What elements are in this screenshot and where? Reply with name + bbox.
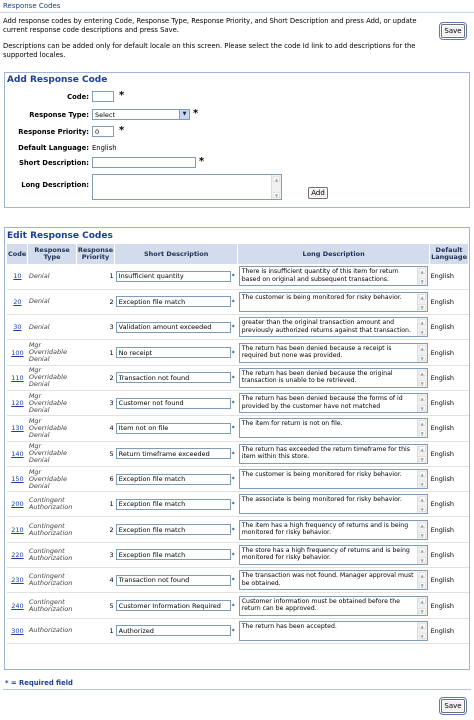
long-description-scrollbar[interactable] [417,571,427,589]
scroll-down-icon[interactable]: ▼ [420,583,424,589]
code-link[interactable]: 130 [11,424,24,433]
short-description-required-mark: * [231,501,235,509]
scroll-down-icon[interactable]: ▼ [420,456,424,462]
response-priority-cell: 6 [76,466,114,491]
default-language-cell: English [430,315,469,340]
scroll-down-icon[interactable]: ▼ [420,330,424,336]
short-description-input[interactable] [116,549,231,560]
response-codes-table [7,244,469,644]
short-description-required-mark: * [231,324,235,332]
response-priority-required-mark: * [119,125,125,136]
code-cell [7,289,28,314]
long-description-input[interactable] [239,317,428,337]
column-header-default-language: Default Language [430,244,469,264]
footer-divider [3,689,471,690]
short-description-cell [115,365,238,390]
table-row [7,390,469,415]
default-language-label: Default Language: [18,144,89,152]
response-priority-cell: 2 [76,517,114,542]
scroll-up-icon[interactable]: ▲ [420,497,424,503]
long-description-cell [238,542,430,567]
short-description-cell [115,416,238,441]
default-language-cell: English [430,466,469,491]
long-description-input[interactable] [239,343,428,363]
long-description-scrollbar[interactable] [417,293,427,311]
default-language-cell: English [430,492,469,517]
response-type-selected: Select [95,111,116,119]
column-header-long-description: Long Description [238,244,430,264]
short-description-cell [115,542,238,567]
long-description-scrollbar[interactable] [417,546,427,564]
column-header-response-type: Response Type [28,244,77,264]
default-language-cell: English [430,618,469,643]
code-link[interactable]: 10 [13,272,22,281]
long-description-cell [238,289,430,314]
table-row [7,315,469,340]
instructions-line-1: Add response codes by entering Code, Response Type, Response Priority, and Short Description and press Add, or update current response code descriptions and press Save. [3,17,417,34]
response-priority-cell: 3 [76,542,114,567]
default-language-cell: English [430,390,469,415]
long-description-scrollbar[interactable] [417,344,427,362]
code-label: Code: [67,93,89,101]
long-description-text: greater than the original transaction amount and previously authorized returns against that transaction. [241,319,411,334]
scroll-up-icon[interactable]: ▲ [420,547,424,553]
scroll-up-icon[interactable]: ▲ [420,345,424,351]
window-title: Response Codes [0,0,474,13]
table-row [7,517,469,542]
long-description-text: The return has been denied because the forms of id provided by the customer have not matched [241,395,403,410]
short-description-input[interactable] [116,474,231,485]
scroll-down-icon[interactable]: ▼ [420,532,424,538]
short-description-required-mark: * [199,156,205,167]
short-description-input[interactable] [116,625,231,636]
long-description-label: Long Description: [21,181,89,189]
column-header-code: Code [7,244,28,264]
long-description-input[interactable] [239,393,428,413]
default-language-row [5,144,305,156]
long-description-input[interactable] [239,570,428,590]
long-description-input[interactable] [92,174,282,200]
long-description-text: Customer information must be obtained before the return can be approved. [241,597,400,612]
short-description-cell [115,492,238,517]
response-priority-cell: 5 [76,441,114,466]
short-description-cell [115,568,238,593]
response-type-cell: Contingent Authorization [28,542,77,567]
short-description-cell [115,264,238,289]
scroll-up-icon[interactable]: ▲ [420,269,424,275]
short-description-cell [115,618,238,643]
response-type-cell: Contingent Authorization [28,568,77,593]
short-description-input[interactable] [116,499,231,510]
long-description-input[interactable] [239,418,428,438]
scroll-down-icon[interactable]: ▼ [420,633,424,639]
code-cell [7,416,28,441]
scroll-down-icon[interactable]: ▼ [274,193,279,198]
long-description-input[interactable] [239,469,428,489]
response-type-cell: Mgr Overridable Denial [28,441,77,466]
scroll-up-icon[interactable]: ▲ [420,573,424,579]
response-priority-cell: 3 [76,390,114,415]
scroll-down-icon[interactable]: ▼ [420,380,424,386]
instructions [3,17,423,67]
required-field-note: * = Required field [5,679,73,687]
response-type-cell: Mgr Overridable Denial [28,390,77,415]
long-description-cell [238,618,430,643]
scroll-down-icon[interactable]: ▼ [420,406,424,412]
scroll-up-icon[interactable]: ▲ [420,472,424,478]
response-priority-row [5,125,305,140]
code-cell [7,340,28,365]
long-description-text: The transaction was not found. Manager approval must be obtained. [241,572,414,587]
code-link[interactable]: 30 [13,323,22,332]
short-description-input[interactable] [116,271,231,282]
code-cell [7,517,28,542]
save-button-top[interactable]: Save [441,24,465,38]
instructions-line-2: Descriptions can be added only for default locale on this screen. Please select the code Id link to add descriptions for the supported locales. [3,42,416,59]
long-description-cell [238,340,430,365]
short-description-required-mark: * [231,450,235,458]
default-language-cell: English [430,517,469,542]
long-description-cell [238,264,430,289]
short-description-required-mark: * [231,425,235,433]
code-cell [7,441,28,466]
scroll-down-icon[interactable]: ▼ [420,482,424,488]
response-priority-cell: 1 [76,264,114,289]
short-description-input[interactable] [116,423,231,434]
chevron-down-icon[interactable]: ▼ [179,110,189,119]
code-cell [7,542,28,567]
short-description-cell [115,466,238,491]
long-description-text: There is insufficient quantity of this item for return based on original and subsequent transactions. [241,268,399,283]
short-description-input[interactable] [116,347,231,358]
short-description-input[interactable] [116,448,231,459]
scroll-up-icon[interactable]: ▲ [420,522,424,528]
long-description-text: The item has a high frequency of returns and is being monitored for risky behavior. [241,521,409,537]
short-description-required-mark: * [231,551,235,559]
table-row [7,466,469,491]
code-cell [7,593,28,618]
long-description-scrollbar[interactable] [417,445,427,463]
long-description-text: The customer is being monitored for risky behavior. [241,293,402,301]
short-description-required-mark: * [231,374,235,382]
response-type-cell: Contingent Authorization [28,492,77,517]
long-description-cell [238,466,430,491]
long-description-scrollbar[interactable] [417,470,427,488]
scroll-up-icon[interactable]: ▲ [274,177,279,182]
long-description-scrollbar[interactable] [417,622,427,640]
long-description-input[interactable] [239,596,428,616]
table-row [7,289,469,314]
long-description-input[interactable] [239,266,428,286]
short-description-cell [115,441,238,466]
default-language-cell: English [430,340,469,365]
long-description-scrollbar[interactable] [417,394,427,412]
code-cell [7,390,28,415]
code-link[interactable]: 20 [13,297,22,306]
short-description-input[interactable] [116,600,231,611]
default-language-cell: English [430,568,469,593]
long-description-cell [238,416,430,441]
table-row [7,492,469,517]
short-description-input[interactable] [116,524,231,535]
long-description-scrollbar[interactable] [417,318,427,336]
code-cell [7,492,28,517]
code-cell [7,568,28,593]
short-description-required-mark: * [231,349,235,357]
code-link[interactable]: 210 [11,525,24,534]
default-language-cell: English [430,365,469,390]
add-button[interactable]: Add [308,187,328,199]
short-description-cell [115,289,238,314]
response-priority-cell: 2 [76,365,114,390]
long-description-input[interactable] [239,621,428,641]
long-description-scrollbar[interactable] [417,495,427,513]
add-response-code-panel [4,72,470,208]
code-link[interactable]: 150 [11,475,24,484]
long-description-scrollbar[interactable] [417,369,427,387]
response-priority-input[interactable] [92,126,114,137]
response-type-cell: Mgr Overridable Denial [28,340,77,365]
response-type-cell: Authorization [28,618,77,643]
table-row [7,264,469,289]
table-row [7,365,469,390]
short-description-cell [115,517,238,542]
default-language-cell: English [430,441,469,466]
response-type-cell: Mgr Overridable Denial [28,416,77,441]
scroll-up-icon[interactable]: ▲ [420,370,424,376]
scroll-down-icon[interactable]: ▼ [420,304,424,310]
response-priority-cell: 1 [76,618,114,643]
default-language-value: English [92,144,117,152]
scroll-up-icon[interactable]: ▲ [420,623,424,629]
short-description-input[interactable] [116,575,231,586]
scroll-down-icon[interactable]: ▼ [420,608,424,614]
response-type-cell: Denial [28,264,77,289]
long-description-text: The return has been denied because a receipt is required but none was provided. [241,344,392,359]
long-description-text: The store has a high frequency of returns and is being monitored for risky behavior. [241,546,410,562]
save-button-bottom[interactable]: Save [441,699,465,713]
long-description-scrollbar[interactable] [417,267,427,285]
code-link[interactable]: 220 [11,550,24,559]
long-description-cell [238,593,430,618]
code-row [5,90,305,105]
code-link[interactable]: 300 [11,626,24,635]
long-description-scrollbar[interactable] [417,521,427,539]
scroll-down-icon[interactable]: ▼ [420,355,424,361]
short-description-required-mark: * [231,476,235,484]
default-language-cell: English [430,264,469,289]
response-priority-label: Response Priority: [18,128,89,136]
scroll-up-icon[interactable]: ▲ [420,294,424,300]
short-description-cell [115,390,238,415]
long-description-text: The item for return is not on file. [241,420,343,428]
default-language-cell: English [430,593,469,618]
response-type-cell: Contingent Authorization [28,593,77,618]
table-row [7,618,469,643]
long-description-input[interactable] [239,520,428,540]
long-description-input[interactable] [239,368,428,388]
scroll-down-icon[interactable]: ▼ [420,431,424,437]
long-description-text: The customer is being monitored for risky behavior. [241,471,402,479]
response-priority-cell: 4 [76,416,114,441]
table-header-row [7,244,469,264]
code-link[interactable]: 200 [11,500,24,509]
long-description-cell [238,492,430,517]
code-link[interactable]: 100 [11,348,24,357]
response-type-cell: Contingent Authorization [28,517,77,542]
long-description-cell [238,517,430,542]
table-row [7,416,469,441]
response-type-cell: Mgr Overridable Denial [28,365,77,390]
long-description-input[interactable] [239,292,428,312]
code-link[interactable]: 240 [11,601,24,610]
long-description-cell [238,315,430,340]
table-row [7,568,469,593]
default-language-cell: English [430,416,469,441]
short-description-required-mark: * [231,627,235,635]
long-description-text: The associate is being monitored for risky behavior. [241,496,402,504]
long-description-text: The return has been denied because the original transaction is unable to be retrieved. [241,369,393,385]
short-description-label: Short Description: [18,159,89,167]
response-type-label: Response Type: [29,111,89,119]
long-description-scrollbar[interactable] [417,597,427,615]
long-description-cell [238,390,430,415]
table-row [7,593,469,618]
code-cell [7,365,28,390]
short-description-cell [115,593,238,618]
response-priority-cell: 3 [76,315,114,340]
edit-response-codes-panel [4,227,470,670]
short-description-required-mark: * [231,526,235,534]
code-link[interactable]: 140 [11,449,24,458]
long-description-text: The return has exceeded the return timeframe for this item within this store. [241,445,410,461]
scroll-down-icon[interactable]: ▼ [420,507,424,513]
long-description-cell [238,365,430,390]
scroll-up-icon[interactable]: ▲ [420,396,424,402]
short-description-input[interactable] [92,157,196,168]
table-row [7,542,469,567]
short-description-input[interactable] [116,398,231,409]
long-description-scrollbar[interactable] [417,419,427,437]
response-priority-cell: 1 [76,340,114,365]
code-link[interactable]: 230 [11,576,24,585]
add-section-title: Add Response Code [7,75,108,85]
code-cell [7,315,28,340]
short-description-required-mark: * [231,273,235,281]
response-priority-cell: 4 [76,568,114,593]
code-cell [7,264,28,289]
response-priority-cell: 5 [76,593,114,618]
short-description-required-mark: * [231,400,235,408]
code-input[interactable] [92,91,114,102]
response-priority-cell: 2 [76,289,114,314]
scroll-up-icon[interactable]: ▲ [420,598,424,604]
response-type-cell: Denial [28,289,77,314]
response-type-select[interactable] [92,109,190,120]
response-type-row [5,108,305,123]
long-description-text: The return has been accepted. [241,622,337,630]
long-description-cell [238,568,430,593]
short-description-cell [115,315,238,340]
default-language-cell: English [430,289,469,314]
short-description-input[interactable] [116,372,231,383]
table-row [7,340,469,365]
response-type-cell: Mgr Overridable Denial [28,466,77,491]
long-description-scrollbar[interactable] [271,175,281,199]
response-priority-cell: 1 [76,492,114,517]
short-description-required-mark: * [231,298,235,306]
column-header-response-priority: Response Priority [76,244,114,264]
default-language-cell: English [430,542,469,567]
long-description-cell [238,441,430,466]
short-description-input[interactable] [116,296,231,307]
short-description-row [5,156,305,171]
scroll-down-icon[interactable]: ▼ [420,279,424,285]
code-cell [7,618,28,643]
code-link[interactable]: 120 [11,399,24,408]
short-description-cell [115,340,238,365]
code-link[interactable]: 110 [11,373,24,382]
column-header-short-description: Short Description [115,244,238,264]
code-cell [7,466,28,491]
table-row [7,441,469,466]
short-description-required-mark: * [231,577,235,585]
scroll-up-icon[interactable]: ▲ [420,446,424,452]
response-type-cell: Denial [28,315,77,340]
short-description-input[interactable] [116,322,231,333]
response-type-required-mark: * [193,108,199,119]
code-required-mark: * [119,90,125,101]
scroll-down-icon[interactable]: ▼ [420,557,424,563]
short-description-required-mark: * [231,602,235,610]
scroll-up-icon[interactable]: ▲ [420,421,424,427]
long-description-input[interactable] [239,494,428,514]
long-description-input[interactable] [239,444,428,464]
long-description-input[interactable] [239,545,428,565]
scroll-up-icon[interactable]: ▲ [420,320,424,326]
edit-section-title: Edit Response Codes [7,231,113,241]
